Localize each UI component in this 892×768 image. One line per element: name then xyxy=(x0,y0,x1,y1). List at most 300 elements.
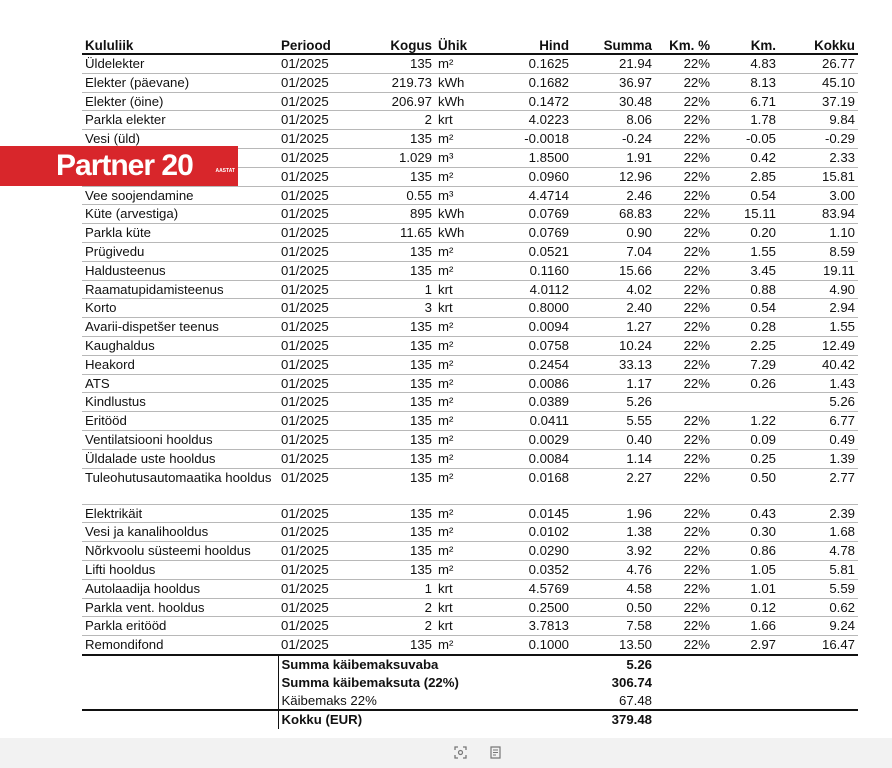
row-kululiik: Parkla elekter xyxy=(82,111,278,130)
table-row xyxy=(82,617,858,636)
row-kogus: 135 xyxy=(348,54,435,73)
table-row xyxy=(82,412,858,431)
row-kululiik: ATS xyxy=(82,374,278,393)
row-uhik: m² xyxy=(435,523,485,542)
row-summa: 68.83 xyxy=(572,205,655,224)
row-kululiik: Lifti hooldus xyxy=(82,560,278,579)
row-kokku: 4.90 xyxy=(779,280,858,299)
table-row xyxy=(82,92,858,111)
row-km-pct: 22% xyxy=(655,412,713,431)
row-summa: 13.50 xyxy=(572,636,655,655)
row-periood: 01/2025 xyxy=(278,598,348,617)
row-kululiik: Nõrkvoolu süsteemi hooldus xyxy=(82,542,278,561)
row-kokku: 4.78 xyxy=(779,542,858,561)
row-kokku: 1.10 xyxy=(779,224,858,243)
header-periood: Periood xyxy=(278,38,348,54)
row-summa: 36.97 xyxy=(572,73,655,92)
row-uhik: m³ xyxy=(435,148,485,167)
row-km: 0.50 xyxy=(713,468,779,504)
row-periood: 01/2025 xyxy=(278,148,348,167)
row-kogus: 135 xyxy=(348,412,435,431)
vat-free-value: 5.26 xyxy=(626,656,652,672)
row-uhik: m² xyxy=(435,318,485,337)
header-km-pct: Km. % xyxy=(655,38,713,54)
row-kokku: 19.11 xyxy=(779,261,858,280)
row-kogus: 219.73 xyxy=(348,73,435,92)
row-kokku: 16.47 xyxy=(779,636,858,655)
row-kululiik: Eritööd xyxy=(82,412,278,431)
row-kogus: 895 xyxy=(348,205,435,224)
row-summa: 5.55 xyxy=(572,412,655,431)
row-kululiik: Vesi (üld) xyxy=(82,130,278,149)
row-km-pct: 22% xyxy=(655,636,713,655)
row-periood: 01/2025 xyxy=(278,336,348,355)
row-km-pct: 22% xyxy=(655,504,713,523)
row-summa: 1.91 xyxy=(572,148,655,167)
row-km: 0.54 xyxy=(713,299,779,318)
row-hind: 0.1160 xyxy=(485,261,572,280)
row-uhik: kWh xyxy=(435,224,485,243)
row-km-pct: 22% xyxy=(655,318,713,337)
row-kokku: 83.94 xyxy=(779,205,858,224)
row-periood: 01/2025 xyxy=(278,186,348,205)
row-hind: 0.0352 xyxy=(485,560,572,579)
row-uhik: m² xyxy=(435,167,485,186)
row-hind: 0.0521 xyxy=(485,242,572,261)
summary-block xyxy=(82,656,858,729)
row-periood: 01/2025 xyxy=(278,468,348,504)
row-kululiik: Autolaadija hooldus xyxy=(82,579,278,598)
document-icon-svg xyxy=(489,746,502,759)
row-hind: 0.0084 xyxy=(485,449,572,468)
row-hind: 0.0389 xyxy=(485,393,572,412)
row-km xyxy=(713,393,779,412)
table-body xyxy=(82,54,858,655)
row-kogus: 135 xyxy=(348,130,435,149)
row-km-pct: 22% xyxy=(655,167,713,186)
table-row xyxy=(82,299,858,318)
row-kogus: 135 xyxy=(348,504,435,523)
row-kululiik: Elektrikäit xyxy=(82,504,278,523)
row-km-pct: 22% xyxy=(655,111,713,130)
header-summa: Summa xyxy=(572,38,655,54)
table-row xyxy=(82,542,858,561)
row-uhik: m² xyxy=(435,261,485,280)
row-kogus: 206.97 xyxy=(348,92,435,111)
row-km-pct: 22% xyxy=(655,299,713,318)
row-uhik: m² xyxy=(435,412,485,431)
row-km-pct: 22% xyxy=(655,542,713,561)
row-kokku: 9.24 xyxy=(779,617,858,636)
summary-row-vat xyxy=(82,692,858,711)
row-km: 15.11 xyxy=(713,205,779,224)
row-kululiik: Raamatupidamisteenus xyxy=(82,280,278,299)
row-periood: 01/2025 xyxy=(278,579,348,598)
partner-logo xyxy=(0,146,238,186)
row-km: 1.05 xyxy=(713,560,779,579)
row-uhik: m² xyxy=(435,355,485,374)
row-kokku: 9.84 xyxy=(779,111,858,130)
table-row xyxy=(82,261,858,280)
table-row xyxy=(82,224,858,243)
row-uhik: kWh xyxy=(435,92,485,111)
row-km-pct: 22% xyxy=(655,92,713,111)
row-km: 1.55 xyxy=(713,242,779,261)
table-row xyxy=(82,430,858,449)
row-kokku: 1.43 xyxy=(779,374,858,393)
row-kokku: 37.19 xyxy=(779,92,858,111)
row-km: 0.28 xyxy=(713,318,779,337)
row-summa: 4.02 xyxy=(572,280,655,299)
row-kogus: 2 xyxy=(348,617,435,636)
row-kogus: 135 xyxy=(348,355,435,374)
row-kogus: 135 xyxy=(348,523,435,542)
row-km: 0.09 xyxy=(713,430,779,449)
row-hind: 0.1682 xyxy=(485,73,572,92)
row-periood: 01/2025 xyxy=(278,54,348,73)
row-uhik: krt xyxy=(435,111,485,130)
row-summa: 4.76 xyxy=(572,560,655,579)
row-kogus: 135 xyxy=(348,167,435,186)
cost-table xyxy=(82,38,858,656)
row-hind: 0.1472 xyxy=(485,92,572,111)
row-uhik: m² xyxy=(435,468,485,504)
row-uhik: krt xyxy=(435,579,485,598)
vat-label: Käibemaks 22% xyxy=(281,692,377,708)
row-km-pct: 22% xyxy=(655,430,713,449)
row-uhik: m² xyxy=(435,430,485,449)
row-kululiik: Korto xyxy=(82,299,278,318)
row-hind: 4.4714 xyxy=(485,186,572,205)
table-row xyxy=(82,355,858,374)
row-hind: 0.0769 xyxy=(485,205,572,224)
row-km-pct: 22% xyxy=(655,205,713,224)
total-value: 379.48 xyxy=(572,710,655,729)
row-kogus: 135 xyxy=(348,636,435,655)
table-row xyxy=(82,280,858,299)
row-hind: 0.2500 xyxy=(485,598,572,617)
row-kokku: 8.59 xyxy=(779,242,858,261)
table-row xyxy=(82,54,858,73)
row-kokku: 0.49 xyxy=(779,430,858,449)
table-row xyxy=(82,186,858,205)
logo-text: Partner 20 xyxy=(56,149,193,182)
row-km-pct: 22% xyxy=(655,261,713,280)
row-km: 1.78 xyxy=(713,111,779,130)
table-row xyxy=(82,468,858,504)
row-kogus: 135 xyxy=(348,449,435,468)
row-periood: 01/2025 xyxy=(278,636,348,655)
row-km: 2.97 xyxy=(713,636,779,655)
header-kokku: Kokku xyxy=(779,38,858,54)
summary-row-without-vat xyxy=(82,674,858,692)
without-vat-value: 306.74 xyxy=(611,674,652,690)
row-periood: 01/2025 xyxy=(278,280,348,299)
row-km: 3.45 xyxy=(713,261,779,280)
row-summa: 1.96 xyxy=(572,504,655,523)
row-km: 1.66 xyxy=(713,617,779,636)
row-kululiik: Remondifond xyxy=(82,636,278,655)
row-periood: 01/2025 xyxy=(278,73,348,92)
row-kogus: 3 xyxy=(348,299,435,318)
row-km-pct: 22% xyxy=(655,242,713,261)
row-km-pct: 22% xyxy=(655,523,713,542)
row-summa: 2.27 xyxy=(572,468,655,504)
table-row xyxy=(82,523,858,542)
row-km: 0.20 xyxy=(713,224,779,243)
row-uhik: m² xyxy=(435,336,485,355)
table-row xyxy=(82,560,858,579)
document-icon[interactable] xyxy=(488,745,502,759)
row-kogus: 135 xyxy=(348,261,435,280)
viewer-toolbar xyxy=(0,738,892,768)
row-kululiik: Küte (arvestiga) xyxy=(82,205,278,224)
row-summa: 8.06 xyxy=(572,111,655,130)
row-uhik: kWh xyxy=(435,205,485,224)
row-summa: 3.92 xyxy=(572,542,655,561)
row-hind: 4.5769 xyxy=(485,579,572,598)
row-periood: 01/2025 xyxy=(278,130,348,149)
row-kogus: 135 xyxy=(348,374,435,393)
row-kogus: 135 xyxy=(348,468,435,504)
row-km: 7.29 xyxy=(713,355,779,374)
row-kululiik: Vesi ja kanalihooldus xyxy=(82,523,278,542)
row-km: 4.83 xyxy=(713,54,779,73)
row-hind: 0.0769 xyxy=(485,224,572,243)
table-row xyxy=(82,598,858,617)
row-kokku: 45.10 xyxy=(779,73,858,92)
row-km: 0.86 xyxy=(713,542,779,561)
row-uhik: m³ xyxy=(435,186,485,205)
vat-value: 67.48 xyxy=(618,692,652,708)
row-uhik: krt xyxy=(435,617,485,636)
table-row xyxy=(82,393,858,412)
row-periood: 01/2025 xyxy=(278,224,348,243)
row-hind: 0.2454 xyxy=(485,355,572,374)
row-km: 1.22 xyxy=(713,412,779,431)
row-summa: 2.40 xyxy=(572,299,655,318)
row-summa: 0.90 xyxy=(572,224,655,243)
row-kululiik: Elekter (öine) xyxy=(82,92,278,111)
row-periood: 01/2025 xyxy=(278,523,348,542)
row-summa: 12.96 xyxy=(572,167,655,186)
row-km-pct: 22% xyxy=(655,374,713,393)
header-kululiik: Kululiik xyxy=(82,38,278,54)
row-summa: 5.26 xyxy=(572,393,655,412)
row-summa: 2.46 xyxy=(572,186,655,205)
row-kogus: 1 xyxy=(348,280,435,299)
row-kogus: 0.55 xyxy=(348,186,435,205)
row-uhik: krt xyxy=(435,280,485,299)
row-km: 0.25 xyxy=(713,449,779,468)
row-km-pct: 22% xyxy=(655,560,713,579)
row-km: 0.43 xyxy=(713,504,779,523)
row-hind: 0.0145 xyxy=(485,504,572,523)
row-summa: 0.40 xyxy=(572,430,655,449)
table-row xyxy=(82,579,858,598)
row-periood: 01/2025 xyxy=(278,560,348,579)
row-summa: 1.27 xyxy=(572,318,655,337)
row-summa: 33.13 xyxy=(572,355,655,374)
row-km: 0.54 xyxy=(713,186,779,205)
row-km-pct: 22% xyxy=(655,148,713,167)
row-uhik: m² xyxy=(435,504,485,523)
row-km: 0.42 xyxy=(713,148,779,167)
row-kululiik: Üldalade uste hooldus xyxy=(82,449,278,468)
row-kokku: 26.77 xyxy=(779,54,858,73)
row-summa: 7.04 xyxy=(572,242,655,261)
total-label: Kokku (EUR) xyxy=(278,710,572,729)
row-kululiik: Elekter (päevane) xyxy=(82,73,278,92)
row-summa: 1.17 xyxy=(572,374,655,393)
row-km-pct: 22% xyxy=(655,186,713,205)
row-kogus: 11.65 xyxy=(348,224,435,243)
row-hind: -0.0018 xyxy=(485,130,572,149)
row-uhik: m² xyxy=(435,560,485,579)
row-kokku: 2.39 xyxy=(779,504,858,523)
row-km-pct: 22% xyxy=(655,468,713,504)
table-row xyxy=(82,73,858,92)
row-periood: 01/2025 xyxy=(278,242,348,261)
row-hind: 0.1000 xyxy=(485,636,572,655)
row-periood: 01/2025 xyxy=(278,617,348,636)
table-row xyxy=(82,636,858,655)
row-periood: 01/2025 xyxy=(278,111,348,130)
row-kogus: 135 xyxy=(348,318,435,337)
row-hind: 0.0758 xyxy=(485,336,572,355)
row-kululiik: Parkla eritööd xyxy=(82,617,278,636)
row-km: 8.13 xyxy=(713,73,779,92)
row-summa: 0.50 xyxy=(572,598,655,617)
row-kululiik: Kindlustus xyxy=(82,393,278,412)
row-kokku: 5.59 xyxy=(779,579,858,598)
header-kogus: Kogus xyxy=(348,38,435,54)
row-km-pct: 22% xyxy=(655,130,713,149)
scan-icon[interactable] xyxy=(453,745,467,759)
row-kogus: 135 xyxy=(348,430,435,449)
row-summa: 15.66 xyxy=(572,261,655,280)
row-hind: 4.0223 xyxy=(485,111,572,130)
row-km-pct: 22% xyxy=(655,598,713,617)
row-kogus: 1.029 xyxy=(348,148,435,167)
row-summa: 1.14 xyxy=(572,449,655,468)
row-hind: 0.0290 xyxy=(485,542,572,561)
row-kogus: 135 xyxy=(348,393,435,412)
row-uhik: m² xyxy=(435,374,485,393)
table-row xyxy=(82,111,858,130)
row-periood: 01/2025 xyxy=(278,412,348,431)
summary-row-total xyxy=(82,710,858,729)
row-summa: -0.24 xyxy=(572,130,655,149)
row-hind: 1.8500 xyxy=(485,148,572,167)
row-periood: 01/2025 xyxy=(278,92,348,111)
row-uhik: m² xyxy=(435,130,485,149)
row-periood: 01/2025 xyxy=(278,430,348,449)
row-km: 6.71 xyxy=(713,92,779,111)
row-kokku: 15.81 xyxy=(779,167,858,186)
row-periood: 01/2025 xyxy=(278,167,348,186)
row-km: 2.85 xyxy=(713,167,779,186)
row-hind: 0.0086 xyxy=(485,374,572,393)
row-hind: 0.0029 xyxy=(485,430,572,449)
row-kogus: 2 xyxy=(348,111,435,130)
row-km-pct: 22% xyxy=(655,73,713,92)
without-vat-label: Summa käibemaksuta (22%) xyxy=(281,674,459,690)
row-periood: 01/2025 xyxy=(278,374,348,393)
row-uhik: m² xyxy=(435,636,485,655)
row-kokku: 0.62 xyxy=(779,598,858,617)
row-hind: 0.1625 xyxy=(485,54,572,73)
row-kululiik: Haldusteenus xyxy=(82,261,278,280)
row-km: 1.01 xyxy=(713,579,779,598)
row-km-pct: 22% xyxy=(655,336,713,355)
row-kokku: 5.81 xyxy=(779,560,858,579)
row-km-pct xyxy=(655,393,713,412)
row-hind: 0.0094 xyxy=(485,318,572,337)
row-kululiik: Üldelekter xyxy=(82,54,278,73)
scan-icon-svg xyxy=(454,746,467,759)
row-kokku: 3.00 xyxy=(779,186,858,205)
row-kululiik: Vee soojendamine xyxy=(82,186,278,205)
row-periood: 01/2025 xyxy=(278,542,348,561)
row-km: 0.26 xyxy=(713,374,779,393)
row-kokku: 2.94 xyxy=(779,299,858,318)
row-kululiik: Kaughaldus xyxy=(82,336,278,355)
row-summa: 7.58 xyxy=(572,617,655,636)
row-kokku: 12.49 xyxy=(779,336,858,355)
header-km: Km. xyxy=(713,38,779,54)
row-kogus: 135 xyxy=(348,542,435,561)
row-km-pct: 22% xyxy=(655,54,713,73)
row-kokku: 1.68 xyxy=(779,523,858,542)
row-periood: 01/2025 xyxy=(278,504,348,523)
row-hind: 3.7813 xyxy=(485,617,572,636)
header-hind: Hind xyxy=(485,38,572,54)
row-uhik: kWh xyxy=(435,73,485,92)
summary-row-vat-free xyxy=(82,656,858,674)
row-kululiik: Parkla vent. hooldus xyxy=(82,598,278,617)
row-kokku: -0.29 xyxy=(779,130,858,149)
row-uhik: m² xyxy=(435,393,485,412)
row-summa: 1.38 xyxy=(572,523,655,542)
table-row xyxy=(82,374,858,393)
table-row xyxy=(82,318,858,337)
row-kokku: 2.33 xyxy=(779,148,858,167)
table-row xyxy=(82,336,858,355)
table-header xyxy=(82,38,858,54)
row-kululiik: Avarii-dispetšer teenus xyxy=(82,318,278,337)
row-periood: 01/2025 xyxy=(278,299,348,318)
row-periood: 01/2025 xyxy=(278,449,348,468)
table-row xyxy=(82,449,858,468)
row-kululiik: Tuleohutusautomaatika hooldus xyxy=(82,468,278,504)
row-kogus: 135 xyxy=(348,336,435,355)
vat-free-label: Summa käibemaksuvaba xyxy=(281,656,439,672)
table-row xyxy=(82,205,858,224)
row-hind: 0.0168 xyxy=(485,468,572,504)
invoice-document xyxy=(82,38,858,729)
row-hind: 0.0411 xyxy=(485,412,572,431)
row-periood: 01/2025 xyxy=(278,355,348,374)
row-uhik: m² xyxy=(435,242,485,261)
row-uhik: krt xyxy=(435,598,485,617)
row-uhik: krt xyxy=(435,299,485,318)
row-km-pct: 22% xyxy=(655,579,713,598)
row-kokku: 1.39 xyxy=(779,449,858,468)
row-hind: 4.0112 xyxy=(485,280,572,299)
row-hind: 0.8000 xyxy=(485,299,572,318)
row-kokku: 5.26 xyxy=(779,393,858,412)
